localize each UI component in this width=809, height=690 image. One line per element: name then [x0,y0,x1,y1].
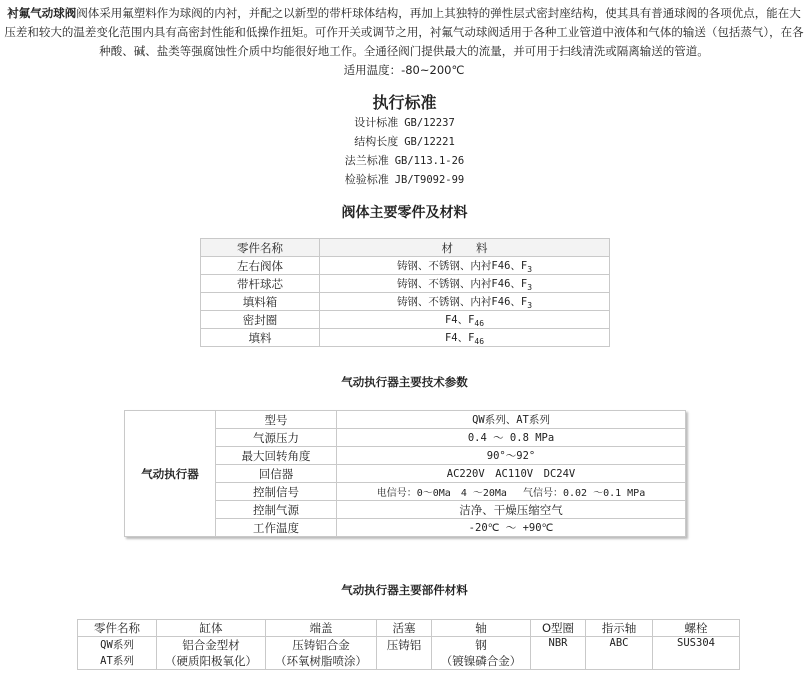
parts-table [200,238,610,347]
intro-paragraph [2,4,806,80]
table-row: 控制信号 电信号：0～0Ma 4 ～20Ma 气信号：0.02 ～0.1 MPa [125,483,686,501]
table-row: 回信器 AC220V AC110V DC24V [125,465,686,483]
actuator-title: 气动执行器主要技术参数 [341,375,468,389]
standard-structure-length: 结构长度 GB/12221 [354,135,455,148]
table-row: 左右阀体 铸钢、不锈钢、内衬F46、$F_3$ [201,257,610,275]
standard-flange: 法兰标准 GB/113.1-26 [344,154,465,167]
table-row: 密封圈 F4、$F_{46}$ [201,311,610,329]
standard-inspection: 检验标准 JB/T9092-99 [344,173,465,186]
product-name: 衬氟气动球阀 [7,6,77,20]
table-row: 填料 F4、$F_{46}$ [201,329,610,347]
table-row: 最大回转角度 90°～92° [125,447,686,465]
header-material: 材 料 [320,239,610,257]
table-row: 气源压力 0.4 ～ 0.8 MPa [125,429,686,447]
table-row: 填料箱 铸钢、不锈钢、内衬F46、$F_3$ [201,293,610,311]
actuator-parts-title: 气动执行器主要部件材料 [341,583,468,597]
standards-section [0,93,809,189]
table-row: 带杆球芯 铸钢、不锈钢、内衬F46、$F_3$ [201,275,610,293]
table-row: 气动执行器 型号 QW系列、AT系列 [125,411,686,429]
actuator-table [124,410,686,537]
actuator-group-label: 气动执行器 [125,411,216,537]
table-row: QW系列 AT系列 铝合金型材 （硬质阳极氧化） 压铸铝合金 （环氧树脂喷涂） 压铸铝 钢 （镀镍磷合金） NBR ABC SUS304 [78,637,740,670]
header-part-name: 零件名称 [201,239,320,257]
actuator-parts-table [77,619,740,670]
standards-title: 执行标准 [372,93,437,112]
table-header-row: 零件名称 缸体 端盖 活塞 轴 O型圈 指示轴 螺栓 [78,620,740,637]
standard-design: 设计标准 GB/12237 [354,116,455,129]
table-row: 工作温度 -20℃ ～ +90℃ [125,519,686,537]
table-header-row [201,239,610,257]
intro-text: 阀体采用氟塑料作为球阀的内衬，并配之以新型的带杆球体结构，再加上其独特的弹性层式密封座结构，使其具有普通球阀的各项优点，能在大压差和较大的温差变化范围内具有高密封性能和低操作扭矩。可作开关或调节之用，衬氟气动球阀适用于各种工业管道中液体和气体的输送（包括蒸气），在各种酸、碱、盐类等强腐蚀性介质中均能很好地工作。全通径阀门提供最大的流量，并可用于扫线清洗或隔离输送的管道。 [4,6,804,58]
temperature-range: 适用温度：-80~200℃ [343,63,465,77]
table-row: 控制气源 洁净、干燥压缩空气 [125,501,686,519]
parts-title: 阀体主要零件及材料 [341,205,468,221]
